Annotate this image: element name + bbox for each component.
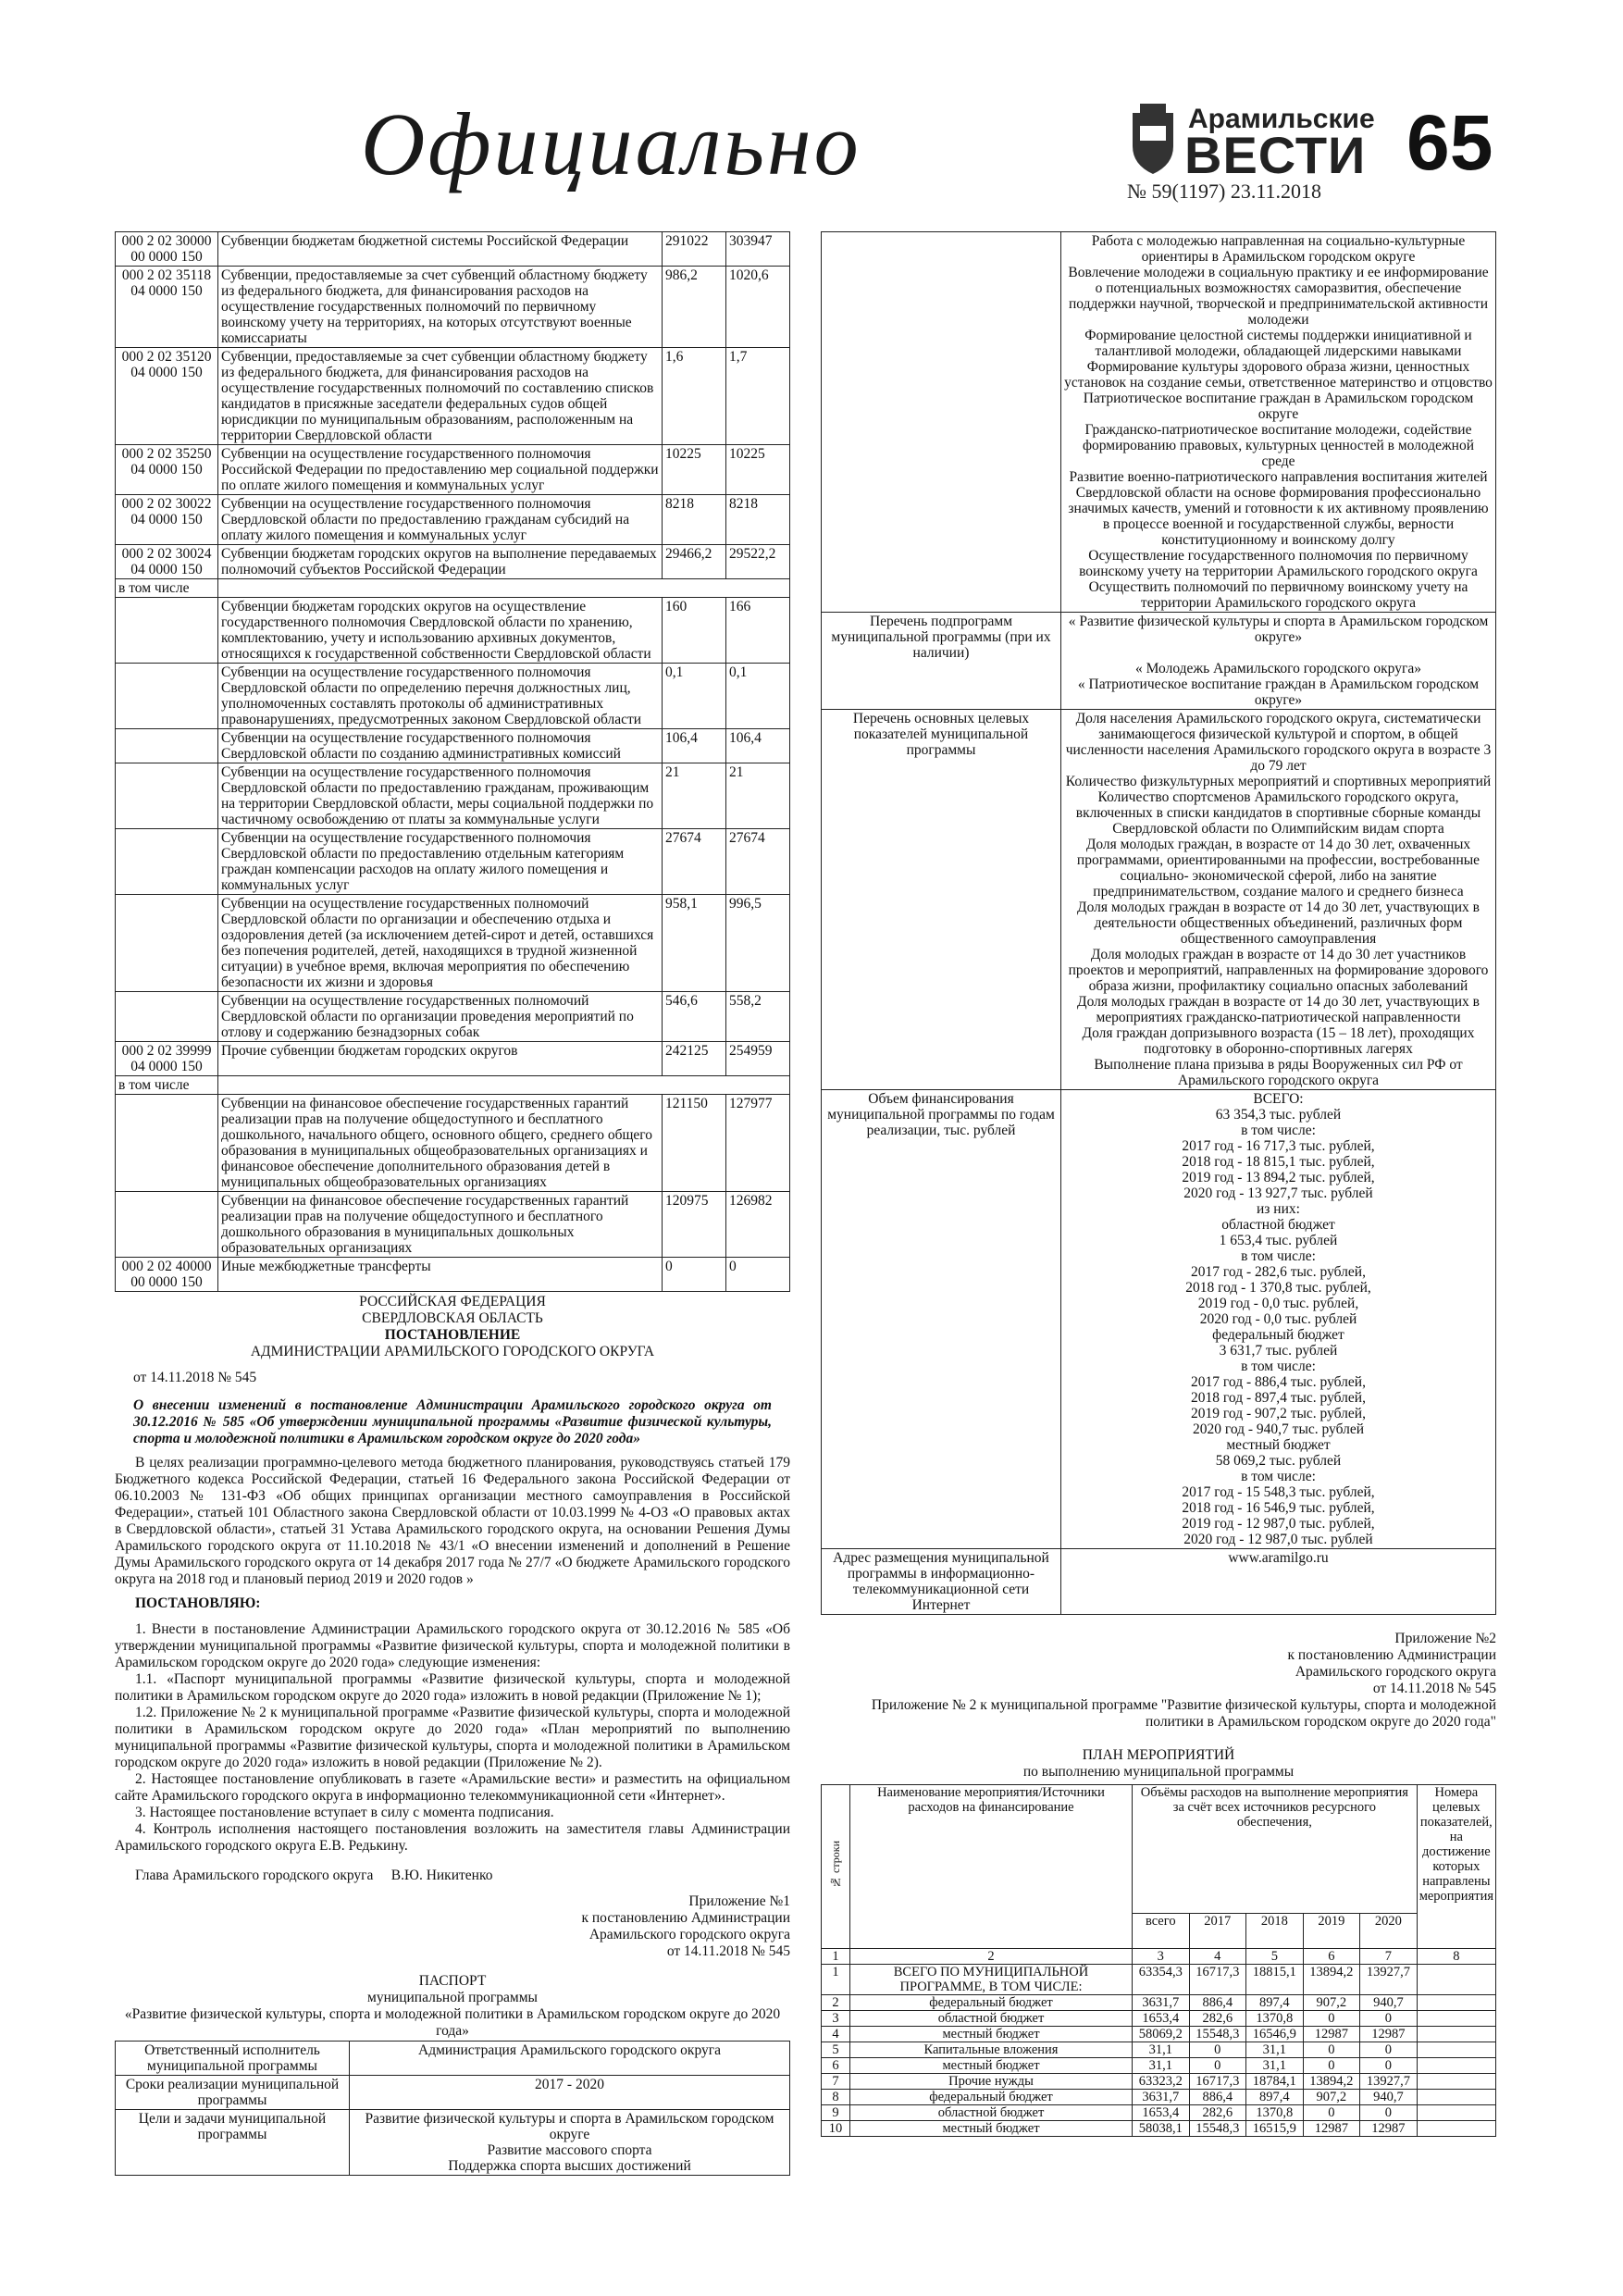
row-value-2020: 1,7 (726, 348, 790, 445)
appendix-2-to: к постановлению Администрации (1287, 1647, 1496, 1663)
appendix-1-date: от 14.11.2018 № 545 (666, 1943, 790, 1959)
passport-row (822, 710, 1496, 1090)
row-code (116, 829, 218, 895)
plan-2019: 0 (1303, 2042, 1360, 2058)
plan-column-number: 7 (1360, 1949, 1418, 1965)
row-code (116, 729, 218, 763)
plan-targets (1417, 1965, 1495, 1995)
plan-row-name: областной бюджет (850, 2011, 1133, 2027)
plan-2020: 12987 (1360, 2027, 1418, 2042)
plan-2017: 15548,3 (1189, 2027, 1246, 2042)
row-code (116, 895, 218, 992)
paragraph-1-1: 1.1. «Паспорт муниципальной программы «Развитие физической культуры, спорта и молодежной политики в Арамильском городском округе до 2020 года» изложить в новой редакции (Приложение № 1); (115, 1671, 790, 1704)
passport-row (822, 1549, 1496, 1615)
plan-2020: 0 (1360, 2042, 1418, 2058)
plan-2018: 16515,9 (1246, 2121, 1304, 2137)
plan-row-num: 3 (822, 2011, 850, 2027)
row-text: Субвенции на осуществление государственного полномочия Свердловской области по предоставлению гражданам, проживающим на территории Свердловской области, меры социальной поддержки по частичному освобождению от платы за коммунальные услуги (218, 763, 663, 829)
row-code (116, 992, 218, 1042)
plan-table (821, 1784, 1496, 2137)
appendix-2-authority: Арамильского городского округа (1295, 1664, 1496, 1680)
plan-2020: 13927,7 (1360, 2074, 1418, 2090)
appendix-2-header (821, 1631, 1496, 1781)
table-row (116, 495, 790, 545)
plan-title: ПЛАН МЕРОПРИЯТИЙ (1082, 1747, 1235, 1763)
row-value-2019: 958,1 (663, 895, 726, 992)
plan-header-name: Наименование мероприятия/Источники расходов на финансирование (850, 1785, 1133, 1949)
plan-column-number: 1 (822, 1949, 850, 1965)
appendix-1-header (115, 1893, 790, 2040)
row-value-2020: 27674 (726, 829, 790, 895)
passport-subtitle: муниципальной программы (367, 1990, 538, 2005)
row-code: 000 2 02 40000 00 0000 150 (116, 1258, 218, 1292)
table-row (116, 992, 790, 1042)
table-row (116, 1042, 790, 1076)
row-value-2019: 21 (663, 763, 726, 829)
plan-year-header: всего (1133, 1914, 1190, 1949)
plan-2018: 31,1 (1246, 2042, 1304, 2058)
plan-row-name: Капитальные вложения (850, 2042, 1133, 2058)
plan-row-num: 1 (822, 1965, 850, 1995)
table-row (116, 1258, 790, 1292)
row-value-2019: 120975 (663, 1192, 726, 1258)
plan-targets (1417, 2074, 1495, 2090)
table-row (116, 829, 790, 895)
plan-2018: 1370,8 (1246, 2011, 1304, 2027)
table-row (116, 267, 790, 348)
passport-value: Развитие физической культуры и спорта в Арамильском городском округе Развитие массового спорта Поддержка спорта высших достижений (350, 2110, 790, 2176)
plan-total: 58069,2 (1133, 2027, 1190, 2042)
plan-total: 1653,4 (1133, 2011, 1190, 2027)
passport-key: Цели и задачи муниципальной программы (116, 2110, 350, 2176)
plan-targets (1417, 2011, 1495, 2027)
plan-2020: 0 (1360, 2011, 1418, 2027)
plan-row-num: 10 (822, 2121, 850, 2137)
row-code (116, 664, 218, 729)
passport-value: Доля населения Арамильского городского округа, систематически занимающегося физической культурой и спортом, в общей численности населения Арамильского городского округа в возрасте 3 до 79 лет Количество физкультурных мероприятий и спортивных мероприятий Количество спортсменов Арамильского городского округа, включенных в списки кандидатов в спортивные сборные команды Свердловской области по Олимпийским видам спорта Доля молодых граждан, в возрасте от 14 до 30 лет, охваченных программами, ориентированными на профессии, востребованные социально- экономической сферой, либо на занятие предпринимательством, создание малого и среднего бизнеса Доля молодых граждан в возрасте от 14 до 30 лет, участвующих в деятельности общественных объединений, различных форм общественного самоуправления Доля молодых граждан в возрасте от 14 до 30 лет участников проектов и мероприятий, направленных на формирование здорового образа жизни, профилактику социально опасных заболеваний Доля молодых граждан в возрасте от 14 до 30 лет, участвующих в мероприятиях гражданско-патриотической направленности Доля граждан допризывного возраста (15 – 18 лет), проходящих подготовку в оборонно-спортивных лагерях Выполнение плана призыва в ряды Вооруженных сил РФ от Арамильского городского округа (1061, 710, 1496, 1090)
plan-targets (1417, 2121, 1495, 2137)
table-row (116, 348, 790, 445)
table-row (116, 1076, 790, 1095)
passport-row (116, 2076, 790, 2110)
plan-2017: 16717,3 (1189, 2074, 1246, 2090)
plan-total: 31,1 (1133, 2042, 1190, 2058)
row-value-2020: 0,1 (726, 664, 790, 729)
plan-row (822, 2027, 1496, 2042)
plan-total: 58038,1 (1133, 2121, 1190, 2137)
plan-total: 63354,3 (1133, 1965, 1190, 1995)
plan-column-number: 6 (1303, 1949, 1360, 1965)
row-value-2020: 996,5 (726, 895, 790, 992)
passport-key: Ответственный исполнитель муниципальной программы (116, 2042, 350, 2076)
row-code: 000 2 02 30022 04 0000 150 (116, 495, 218, 545)
plan-targets (1417, 1995, 1495, 2011)
plan-total: 3631,7 (1133, 1995, 1190, 2011)
plan-row-num: 4 (822, 2027, 850, 2042)
paragraph-4: 4. Контроль исполнения настоящего постановления возложить на заместителя главы Администрации Арамильского городского округа Е.В. Редькину. (115, 1821, 790, 1854)
plan-2019: 12987 (1303, 2121, 1360, 2137)
plan-row-name: федеральный бюджет (850, 2090, 1133, 2105)
plan-row (822, 1965, 1496, 1995)
logo-paper: ВЕСТИ (1184, 126, 1367, 184)
plan-2020: 0 (1360, 2105, 1418, 2121)
plan-2017: 0 (1189, 2042, 1246, 2058)
row-value-2019: 8218 (663, 495, 726, 545)
table-row (116, 763, 790, 829)
plan-year-header: 2020 (1360, 1914, 1418, 1949)
plan-2017: 16717,3 (1189, 1965, 1246, 1995)
row-value-2020: 8218 (726, 495, 790, 545)
plan-2018: 897,4 (1246, 2090, 1304, 2105)
row-value-2020: 558,2 (726, 992, 790, 1042)
table-row (116, 445, 790, 495)
plan-2019: 0 (1303, 2058, 1360, 2074)
plan-column-number: 3 (1133, 1949, 1190, 1965)
appendix-1-label: Приложение №1 (688, 1893, 790, 1909)
table-row (116, 598, 790, 664)
row-value-2019: 27674 (663, 829, 726, 895)
row-text: Субвенции на осуществление государственных полномочий Свердловской области по организации и обеспечению отдыха и оздоровления детей (за исключением детей-сирот и детей, оставшихся без попечения родителей, детей, находящихся в трудной жизненной ситуации) в учебное время, включая мероприятия по обеспечению безопасности их жизни и здоровья (218, 895, 663, 992)
plan-column-number: 8 (1417, 1949, 1495, 1965)
row-empty (218, 579, 790, 598)
header-authority: АДМИНИСТРАЦИИ АРАМИЛЬСКОГО ГОРОДСКОГО ОКРУГА (250, 1344, 655, 1359)
plan-row (822, 2074, 1496, 2090)
row-text: Субвенции, предоставляемые за счет субвенций областному бюджету из федерального бюджета, для финансирования расходов на осуществление государственных полномочий по первичному воинскому учету на территориях, на которых отсутствуют военные комиссариаты (218, 267, 663, 348)
plan-row-num: 2 (822, 1995, 850, 2011)
row-code (116, 763, 218, 829)
row-code: 000 2 02 35120 04 0000 150 (116, 348, 218, 445)
logo-town: Арамильские (1188, 104, 1375, 134)
row-code (116, 1095, 218, 1192)
row-text: Субвенции на осуществление государственного полномочия Свердловской области по предоставлению гражданам субсидий на оплату жилого помещения и коммунальных услуг (218, 495, 663, 545)
plan-row-name: федеральный бюджет (850, 1995, 1133, 2011)
row-value-2020: 10225 (726, 445, 790, 495)
plan-2017: 282,6 (1189, 2105, 1246, 2121)
plan-2017: 886,4 (1189, 1995, 1246, 2011)
row-code: 000 2 02 35118 04 0000 150 (116, 267, 218, 348)
row-value-2020: 303947 (726, 232, 790, 267)
passport-row (116, 2110, 790, 2176)
passport-key: Перечень подпрограмм муниципальной программы (при их наличии) (822, 613, 1061, 710)
plan-2018: 31,1 (1246, 2058, 1304, 2074)
passport-value: « Развитие физической культуры и спорта в Арамильском городском округе» « Молодежь Арамильского городского округа» « Патриотическое воспитание граждан в Арамильском городском округе» (1061, 613, 1496, 710)
plan-row (822, 1995, 1496, 2011)
plan-row (822, 2011, 1496, 2027)
paragraph-2: 2. Настоящее постановление опубликовать в газете «Арамильские вести» и разместить на официальном сайте Арамильского городского округа в информационно телекоммуникационной сети «Интернет». (115, 1771, 790, 1804)
row-code (116, 598, 218, 664)
plan-row (822, 2058, 1496, 2074)
row-text: Субвенции на финансовое обеспечение государственных гарантий реализации прав на получение общедоступного и бесплатного дошкольного, начального общего, основного общего, среднего общего образования в муниципальных общеобразовательных организациях и финансовое обеспечение дополнительного образования детей в муниципальных общеобразовательных организациях (218, 1095, 663, 1192)
issue-line: № 59(1197) 23.11.2018 (1127, 180, 1322, 203)
passport-value: Администрация Арамильского городского округа (350, 2042, 790, 2076)
paragraph-1-2: 1.2. Приложение № 2 к муниципальной программе «Развитие физической культуры, спорта и молодежной политики в Арамильском городском округе до 2020 года» «План мероприятий по выполнению муниципальной программы «Развитие физической культуры, спорта и молодежной политики в Арамильском городском округе до 2020 года» изложить в новой редакции (Приложение № 2). (115, 1705, 790, 1770)
plan-column-number: 4 (1189, 1949, 1246, 1965)
plan-row-num: 6 (822, 2058, 850, 2074)
plan-2017: 282,6 (1189, 2011, 1246, 2027)
appendix-2-label: Приложение №2 (1394, 1631, 1496, 1646)
plan-row (822, 2105, 1496, 2121)
table-row (116, 1192, 790, 1258)
row-text: Субвенции на осуществление государственного полномочия Свердловской области по созданию административных комиссий (218, 729, 663, 763)
plan-row-num: 9 (822, 2105, 850, 2121)
row-text: Иные межбюджетные трансферты (218, 1258, 663, 1292)
passport-key: Объем финансирования муниципальной программы по годам реализации, тыс. рублей (822, 1090, 1061, 1549)
plan-2019: 0 (1303, 2105, 1360, 2121)
row-value-2019: 10225 (663, 445, 726, 495)
section-title: Официально (361, 94, 861, 193)
plan-2019: 907,2 (1303, 2090, 1360, 2105)
plan-row-name: ВСЕГО ПО МУНИЦИПАЛЬНОЙ ПРОГРАММЕ, В ТОМ ЧИСЛЕ: (850, 1965, 1133, 1995)
plan-row-num: 7 (822, 2074, 850, 2090)
table-row (116, 664, 790, 729)
plan-targets (1417, 2042, 1495, 2058)
passport-value: 2017 - 2020 (350, 2076, 790, 2110)
plan-2019: 13894,2 (1303, 2074, 1360, 2090)
plan-2017: 886,4 (1189, 2090, 1246, 2105)
header-country: РОССИЙСКАЯ ФЕДЕРАЦИЯ (359, 1294, 546, 1309)
plan-2018: 16546,9 (1246, 2027, 1304, 2042)
plan-targets (1417, 2105, 1495, 2121)
plan-year-header: 2019 (1303, 1914, 1360, 1949)
appendix-2-date: от 14.11.2018 № 545 (1372, 1681, 1496, 1696)
passport-continuation-table (821, 231, 1496, 1615)
table-row (116, 232, 790, 267)
row-text: Субвенции на осуществление государственного полномочия Свердловской области по предоставлению отдельным категориям граждан компенсации расходов на оплату жилого помещения и коммунальных услуг (218, 829, 663, 895)
plan-row-name: местный бюджет (850, 2027, 1133, 2042)
row-text: Субвенции, предоставляемые за счет субвенции областному бюджету из федерального бюджета, для финансирования расходов на осуществление государственных полномочий по составлению списков кандидатов в присяжные заседатели федеральных судов общей юрисдикции по муниципальным образованиям, расположенным на территории Свердловской области (218, 348, 663, 445)
row-code: 000 2 02 30024 04 0000 150 (116, 545, 218, 579)
passport-value: Работа с молодежью направленная на социально-культурные ориентиры в Арамильском городском округе Вовлечение молодежи в социальную практику и ее информирование о потенциальных возможностях саморазвития, обеспечение поддержки научной, творческой и предпринимательской активности молодежи Формирование целостной системы поддержки инициативной и талантливой молодежи, обладающей лидерскими навыками Формирование культуры здорового образа жизни, ценностных установок на создание семьи, ответственное материнство и отцовство Патриотическое воспитание граждан в Арамильском городском округе Гражданско-патриотическое воспитание молодежи, содействие формированию правовых, культурных ценностей в молодежной среде Развитие военно-патриотического направления воспитания жителей Свердловской области на основе формирования профессионально значимых качеств, умений и готовности к их активному проявлению в процессе военной и государственной службы, верности конституционному и воинскому долгу Осуществление государственного полномочия по первичному воинскому учету на территории Арамильского городского округа Осуществить полномочий по первичному воинскому учету на территории Арамильского городского округа (1061, 232, 1496, 613)
plan-2020: 13927,7 (1360, 1965, 1418, 1995)
passport-key (822, 232, 1061, 613)
row-value-2020: 29522,2 (726, 545, 790, 579)
plan-2020: 940,7 (1360, 2090, 1418, 2105)
plan-targets (1417, 2027, 1495, 2042)
header-doc-type: ПОСТАНОВЛЕНИЕ (384, 1327, 521, 1343)
plan-2017: 0 (1189, 2058, 1246, 2074)
plan-row-name: местный бюджет (850, 2058, 1133, 2074)
row-text: Субвенции бюджетам городских округов на выполнение передаваемых полномочий субъектов Российской Федерации (218, 545, 663, 579)
plan-targets (1417, 2058, 1495, 2074)
plan-2017: 15548,3 (1189, 2121, 1246, 2137)
plan-2018: 18784,1 (1246, 2074, 1304, 2090)
resolution-date: от 14.11.2018 № 545 (133, 1370, 257, 1385)
row-value-2019: 0,1 (663, 664, 726, 729)
row-value-2019: 160 (663, 598, 726, 664)
plan-row (822, 2042, 1496, 2058)
row-value-2020: 1020,6 (726, 267, 790, 348)
row-group-label: в том числе (116, 579, 218, 598)
passport-value: ВСЕГО: 63 354,3 тыс. рублей в том числе: 2017 год - 16 717,3 тыс. рублей, 2018 год - 18 815,1 тыс. рублей, 2019 год - 13 894,2 тыс. рублей, 2020 год - 13 927,7 тыс. рублей из них: областной бюджет 1 653,4 тыс. рублей в том числе: 2017 год - 282,6 тыс. рублей, 2018 год - 1 370,8 тыс. рублей, 2019 год - 0,0 тыс. рублей, 2020 год - 0,0 тыс. рублей федеральный бюджет 3 631,7 тыс. рублей в том числе: 2017 год - 886,4 тыс. рублей, 2018 год - 897,4 тыс. рублей, 2019 год - 907,2 тыс. рублей, 2020 год - 940,7 тыс. рублей местный бюджет 58 069,2 тыс. рублей в том числе: 2017 год - 15 548,3 тыс. рублей, 2018 год - 16 546,9 тыс. рублей, 2019 год - 12 987,0 тыс. рублей, 2020 год - 12 987,0 тыс. рублей (1061, 1090, 1496, 1549)
plan-header-num: № строки (822, 1785, 850, 1949)
plan-targets (1417, 2090, 1495, 2105)
plan-row-num: 5 (822, 2042, 850, 2058)
passport-row (116, 2042, 790, 2076)
paragraph-3: 3. Настоящее постановление вступает в силу с момента подписания. (135, 1805, 554, 1820)
revenue-table (115, 231, 790, 1292)
resolution-title: О внесении изменений в постановление Администрации Арамильского городского округа от 30.12.2016 № 585 «Об утверждении муниципальной программы «Развитие физической культуры, спорта и молодежной политики в Арамильском городском округе до 2020 года» (133, 1397, 772, 1446)
plan-2020: 940,7 (1360, 1995, 1418, 2011)
row-value-2020: 106,4 (726, 729, 790, 763)
plan-header-targets: Номера целевых показателей, на достижение которых направлены мероприятия (1417, 1785, 1495, 1949)
row-value-2020: 127977 (726, 1095, 790, 1192)
plan-column-number: 5 (1246, 1949, 1304, 1965)
passport-key: Сроки реализации муниципальной программы (116, 2076, 350, 2110)
plan-row-name: местный бюджет (850, 2121, 1133, 2137)
resolution (115, 1294, 790, 1884)
row-empty (218, 1076, 790, 1095)
row-value-2020: 0 (726, 1258, 790, 1292)
plan-header-volume: Объёмы расходов на выполнение мероприятия за счёт всех источников ресурсного обеспечения, (1133, 1785, 1418, 1914)
row-text: Прочие субвенции бюджетам городских округов (218, 1042, 663, 1076)
row-text: Субвенции на финансовое обеспечение государственных гарантий реализации прав на получение общедоступного и бесплатного дошкольного образования в муниципальных дошкольных образовательных организациях (218, 1192, 663, 1258)
plan-year-header: 2018 (1246, 1914, 1304, 1949)
table-row (116, 1095, 790, 1192)
plan-total: 63323,2 (1133, 2074, 1190, 2090)
plan-2019: 12987 (1303, 2027, 1360, 2042)
passport-table (115, 2041, 790, 2176)
appendix-1-to: к постановлению Администрации (581, 1910, 790, 1926)
decree-word: ПОСТАНОВЛЯЮ: (135, 1595, 261, 1611)
row-text: Субвенции бюджетам городских округов на осуществление государственного полномочия Свердловской области по хранению, комплектованию, учету и использованию архивных документов, относящихся к государственной собственности Свердловской области (218, 598, 663, 664)
plan-year-header: 2017 (1189, 1914, 1246, 1949)
plan-2018: 1370,8 (1246, 2105, 1304, 2121)
row-value-2019: 121150 (663, 1095, 726, 1192)
passport-title: ПАСПОРТ (418, 1973, 487, 1989)
passport-row (822, 232, 1496, 613)
row-value-2019: 29466,2 (663, 545, 726, 579)
table-row (116, 729, 790, 763)
plan-column-number: 2 (850, 1949, 1133, 1965)
plan-2020: 12987 (1360, 2121, 1418, 2137)
row-text: Субвенции на осуществление государственного полномочия Российской Федерации по предоставлению мер социальной поддержки по оплате жилого помещения и коммунальных услуг (218, 445, 663, 495)
plan-2018: 18815,1 (1246, 1965, 1304, 1995)
row-text: Субвенции на осуществление государственных полномочий Свердловской области по организации проведения мероприятий по отлову и содержанию безнадзорных собак (218, 992, 663, 1042)
table-row (116, 895, 790, 992)
row-value-2020: 166 (726, 598, 790, 664)
plan-total: 31,1 (1133, 2058, 1190, 2074)
plan-2020: 0 (1360, 2058, 1418, 2074)
passport-key: Адрес размещения муниципальной программы в информационно-телекоммуникационной сети Интернет (822, 1549, 1061, 1615)
plan-row (822, 2121, 1496, 2137)
plan-total: 3631,7 (1133, 2090, 1190, 2105)
row-value-2019: 546,6 (663, 992, 726, 1042)
page-number: 65 (1406, 99, 1493, 186)
coat-of-arms-icon (1127, 104, 1179, 178)
row-group-label: в том числе (116, 1076, 218, 1095)
plan-total: 1653,4 (1133, 2105, 1190, 2121)
row-code: 000 2 02 35250 04 0000 150 (116, 445, 218, 495)
table-row (116, 579, 790, 598)
row-code: 000 2 02 39999 04 0000 150 (116, 1042, 218, 1076)
signature: Глава Арамильского городского округа В.Ю. Никитенко (135, 1868, 493, 1883)
plan-row-name: Прочие нужды (850, 2074, 1133, 2090)
row-value-2019: 106,4 (663, 729, 726, 763)
passport-row (822, 613, 1496, 710)
row-value-2020: 21 (726, 763, 790, 829)
row-value-2019: 291022 (663, 232, 726, 267)
paragraph-1: 1. Внести в постановление Администрации Арамильского городского округа от 30.12.2016 № 585 «Об утверждении муниципальной программы «Развитие физической культуры, спорта и молодежной политики в Арамильском городском округе до 2020 года» следующие изменения: (115, 1621, 790, 1670)
row-value-2019: 986,2 (663, 267, 726, 348)
passport-row (822, 1090, 1496, 1549)
row-code (116, 1192, 218, 1258)
appendix-2-program-ref: Приложение № 2 к муниципальной программе "Развитие физической культуры, спорта и молодежной политики в Арамильском городском округе до 2020 года" (871, 1697, 1496, 1730)
plan-row-num: 8 (822, 2090, 850, 2105)
row-value-2020: 254959 (726, 1042, 790, 1076)
plan-2019: 0 (1303, 2011, 1360, 2027)
plan-2018: 897,4 (1246, 1995, 1304, 2011)
row-value-2019: 242125 (663, 1042, 726, 1076)
plan-row (822, 2090, 1496, 2105)
passport-key: Перечень основных целевых показателей муниципальной программы (822, 710, 1061, 1090)
row-text: Субвенции бюджетам бюджетной системы Российской Федерации (218, 232, 663, 267)
row-value-2019: 1,6 (663, 348, 726, 445)
row-value-2020: 126982 (726, 1192, 790, 1258)
preamble: В целях реализации программно-целевого метода бюджетного планирования, руководствуясь статьей 179 Бюджетного кодекса Российской Федерации, статьей 16 Федерального закона Российской Федерации от 06.10.2003 № 131-ФЗ «Об общих принципах организации местного самоуправления в Российской Федерации», статьей 101 Областного закона Свердловской области от 10.03.1999 № 4-ОЗ «О правовых актах в Свердловской области», статьей 31 Устава Арамильского городского округа, на основании Решения Думы Арамильского городского округа от 11.10.2018 № 43/1 «О внесении изменений и дополнений в Решение Думы Арамильского городского округа от 14 декабря 2017 года № 27/7 «О бюджете Арамильского городского округа на 2018 год и плановый период 2019 и 2020 годов » (115, 1455, 790, 1587)
row-value-2019: 0 (663, 1258, 726, 1292)
table-row (116, 545, 790, 579)
plan-2019: 907,2 (1303, 1995, 1360, 2011)
header-region: СВЕРДЛОВСКАЯ ОБЛАСТЬ (362, 1310, 543, 1326)
row-text: Субвенции на осуществление государственного полномочия Свердловской области по определению перечня должностных лиц, уполномоченных составлять протоколы об административных правонарушениях, предусмотренных законом Свердловской области (218, 664, 663, 729)
plan-subtitle: по выполнению муниципальной программы (1022, 1764, 1295, 1780)
newspaper-logo (1127, 104, 1375, 184)
passport-value: www.aramilgo.ru (1061, 1549, 1496, 1615)
row-code: 000 2 02 30000 00 0000 150 (116, 232, 218, 267)
plan-row-name: областной бюджет (850, 2105, 1133, 2121)
plan-2019: 13894,2 (1303, 1965, 1360, 1995)
passport-program-name: «Развитие физической культуры, спорта и молодежной политики в Арамильском городском округе до 2020 года» (124, 2006, 781, 2039)
appendix-1-authority: Арамильского городского округа (588, 1927, 790, 1942)
